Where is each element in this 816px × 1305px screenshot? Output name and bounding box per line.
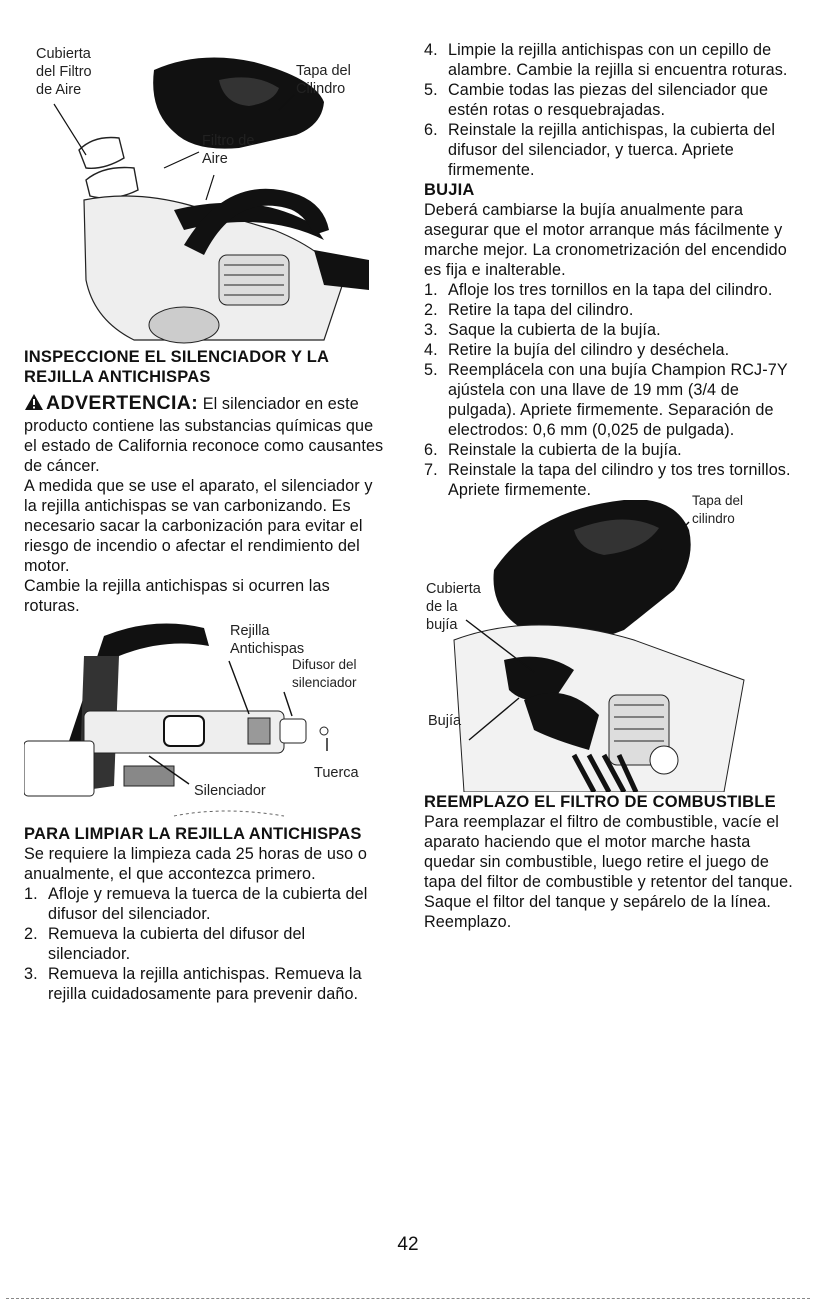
list-item: 7. Reinstale la tapa del cilindro y tos tres tornillos. Apriete firmemente. (424, 461, 791, 499)
label-spark-boot: Cubierta de la bujía (426, 581, 481, 633)
muffler-para-2: Cambie la rejilla antichispas si ocurren las roturas. (24, 577, 330, 615)
list-item: 3. Saque la cubierta de la bujía. (424, 321, 661, 339)
list-item: 4. Limpie la rejilla antichispas con un cepillo de alambre. Cambie la rejilla si encuentra roturas. (424, 41, 788, 79)
list-item: 2. Remueva la cubierta del difusor del silenciador. (24, 925, 306, 963)
list-item: 6. Reinstale la cubierta de la bujía. (424, 441, 682, 459)
clean-intro: Se requiere la limpieza cada 25 horas de uso o anualmente, el que accontezca primero. (24, 845, 367, 883)
list-item: 2. Retire la tapa del cilindro. (424, 301, 634, 319)
list-item: 6. Reinstale la rejilla antichispas, la cubierta del difusor del silenciador, y tuerca. Apriete firmemente. (424, 121, 776, 179)
clean-steps-left (24, 884, 389, 1004)
label-nut: Tuerca (314, 765, 359, 781)
warning-icon (24, 393, 44, 416)
fuel-heading: REEMPLAZO EL FILTRO DE COMBUSTIBLE (424, 793, 776, 811)
label-spark-screen: Rejilla Antichispas (230, 623, 305, 657)
bottom-divider (6, 1298, 810, 1299)
fuel-para: Para reemplazar el filtro de combustible, vacíe el aparato haciendo que el motor marche hasta quedar sin combustible, luego retire el juego de tapa del filtor de combustible y retentor del tanque. Saque el filtor del tanque y sepárelo de la línea. Reemplazo. (424, 813, 793, 931)
right-column (424, 40, 796, 932)
label-cylinder-cap: Tapa del Cilindro (296, 63, 351, 97)
label-air-filter: Filtro de Aire (202, 133, 255, 167)
muffler-figure (24, 616, 369, 822)
warning-paragraph (24, 393, 389, 476)
left-column (24, 40, 389, 1004)
spark-heading: BUJIA (424, 181, 475, 199)
list-item: 5. Cambie todas las piezas del silenciador que estén rotas o resquebrajadas. (424, 81, 769, 119)
spark-intro: Deberá cambiarse la bujía anualmente para asegurar que el motor arranque más fácilmente y marche mejor. La cronometrización del encendido es fija e inalterable. (424, 201, 787, 279)
clean-heading: PARA LIMPIAR LA REJILLA ANTICHISPAS (24, 825, 362, 843)
spark-plug-illustration (424, 500, 796, 792)
air-filter-figure (24, 40, 369, 345)
label-muffler: Silenciador (194, 783, 266, 799)
list-item: 4. Retire la bujía del cilindro y deséchela. (424, 341, 730, 359)
spark-steps (424, 280, 796, 500)
label-spark-plug: Bujía (428, 713, 462, 729)
list-item: 5. Reemplácela con una bujía Champion RCJ-7Y ajústela con una llave de 19 mm (3/4 de pulgada). Apriete firmemente. Separación de electrodos: 0,6 mm (0,025 de pulgada). (424, 361, 788, 439)
warning-text: El silenciador en este producto contiene las substancias químicas que el estado de California reconoce como causantes de cáncer. (24, 395, 384, 475)
label-air-filter-cover: Cubierta del Filtro de Aire (36, 46, 92, 98)
muffler-heading: INSPECCIONE EL SILENCIADOR Y LA REJILLA ANTICHISPAS (24, 348, 329, 386)
muffler-para-1: A medida que se use el aparato, el silenciador y la rejilla antichispas se van carbonizando. Es necesario sacar la carbonización para evitar el riesgo de incendio o afectar el rendimiento del motor. (24, 477, 373, 575)
warning-title: ADVERTENCIA: (46, 392, 199, 414)
list-item: 1. Afloje y remueva la tuerca de la cubierta del difusor del silenciador. (24, 885, 368, 923)
label-diffuser: Difusor del silenciador (292, 657, 357, 690)
spark-plug-figure (424, 493, 796, 792)
list-item: 1. Afloje los tres tornillos en la tapa del cilindro. (424, 281, 773, 299)
page-number: 42 (397, 1234, 419, 1255)
list-item: 3. Remueva la rejilla antichispas. Remueva la rejilla cuidadosamente para prevenir daño. (24, 965, 362, 1003)
clean-steps-right (424, 40, 796, 180)
label-cylinder-cap-2: Tapa del cilindro (692, 493, 744, 526)
